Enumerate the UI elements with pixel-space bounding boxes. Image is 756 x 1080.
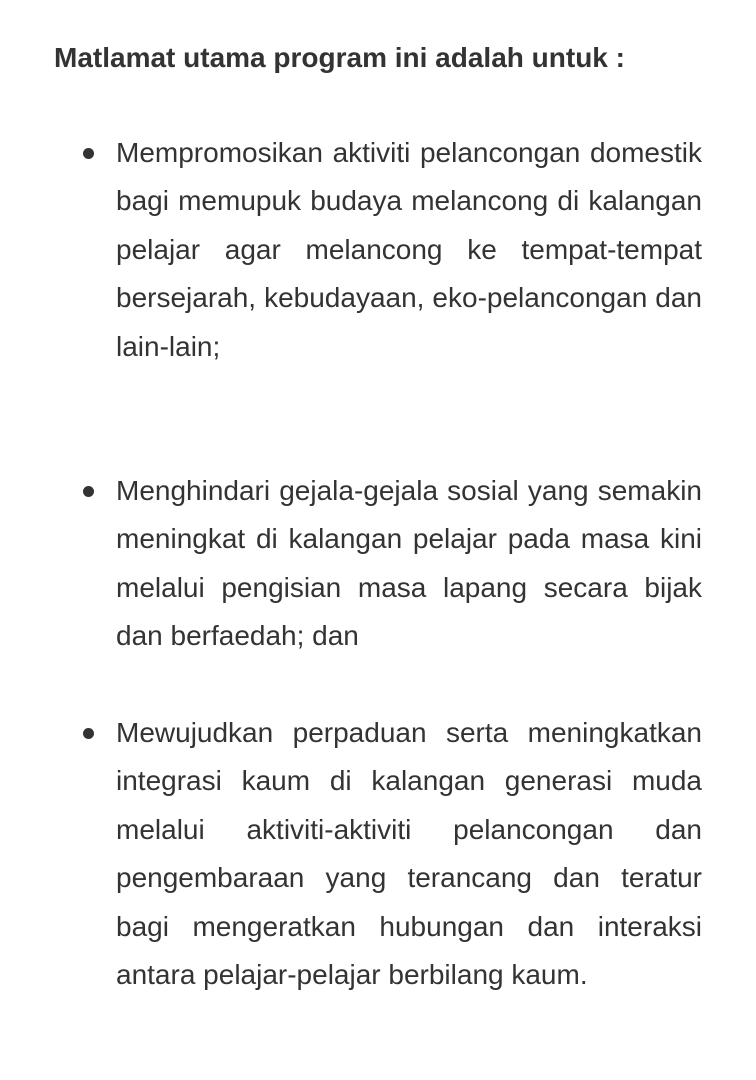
objective-item-avoid-social-ills (116, 467, 702, 661)
objective-text: Menghindari gejala-gejala sosial yang semakin meningkat di kalangan pelajar pada masa kini melalui pengisian masa lapang secara bijak dan berfaedah; dan (116, 475, 702, 652)
objective-text: Mewujudkan perpaduan serta meningkatkan integrasi kaum di kalangan generasi muda melalui aktiviti-aktiviti pelancongan dan pengembaraan yang terancang dan teratur bagi mengeratkan hubungan dan interaksi antara pelajar-pelajar berbilang kaum. (116, 717, 702, 991)
bullet-icon (83, 486, 94, 497)
bullet-icon (83, 728, 94, 739)
objective-text: Mempromosikan aktiviti pelancongan domestik bagi memupuk budaya melancong di kalangan pelajar agar melancong ke tempat-tempat bersejarah, kebudayaan, eko-pelancongan dan lain-lain; (116, 137, 702, 362)
objective-item-unity (116, 709, 702, 999)
section-heading: Matlamat utama program ini adalah untuk : (54, 42, 625, 73)
bullet-icon (83, 148, 94, 159)
objective-item-promote-tourism (116, 129, 702, 371)
